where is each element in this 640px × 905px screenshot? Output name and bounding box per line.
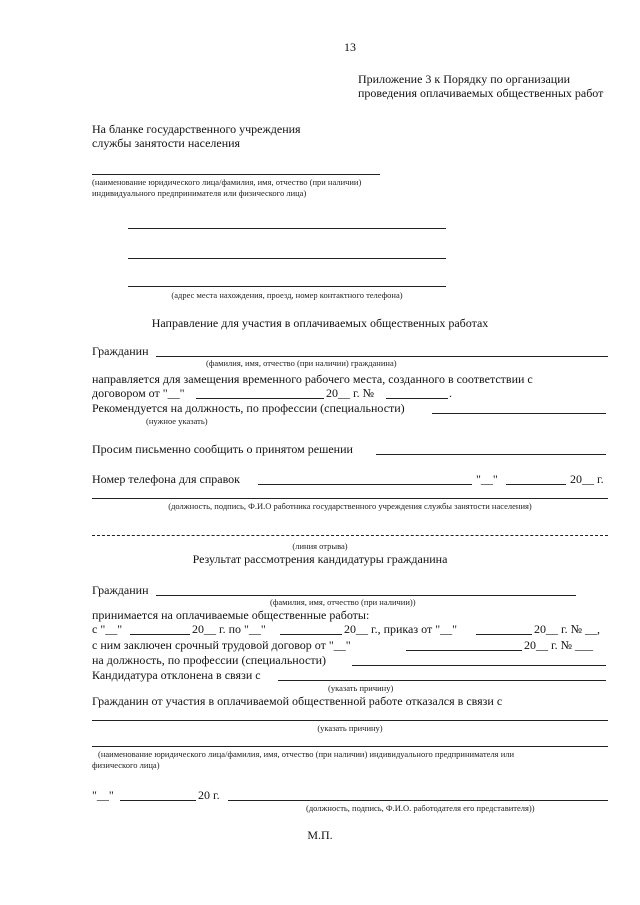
fio-hint: (фамилия, имя, отчество (при наличии)) xyxy=(270,597,416,607)
official-sign-line[interactable] xyxy=(92,498,608,499)
sign-date-year: 20 г. xyxy=(198,788,220,802)
contract-date-label: договором от "__" xyxy=(92,386,185,400)
address-line-2[interactable] xyxy=(128,258,446,259)
order-number-label: 20__ г. № __, xyxy=(534,622,601,636)
page-number: 13 xyxy=(344,40,356,54)
letterhead-line-1: На бланке государственного учреждения xyxy=(92,122,301,136)
address-hint: (адрес места нахождения, проезд, номер контактного телефона) xyxy=(171,290,403,300)
work-to-label: 20__ г. по "__" xyxy=(192,622,266,636)
employer-name-hint-2: индивидуального предпринимателя или физического лица) xyxy=(92,188,307,198)
sign-date-day: "__" xyxy=(92,788,114,802)
letterhead-line-2: службы занятости населения xyxy=(92,136,241,150)
refused-reason-line[interactable] xyxy=(92,720,608,721)
rejected-label: Кандидатура отклонена в связи с xyxy=(92,668,261,682)
phone-label: Номер телефона для справок xyxy=(92,472,241,486)
labor-contract-label: с ним заключен срочный трудовой договор от "__" xyxy=(92,638,351,652)
result-title: Результат рассмотрения кандидатуры гражданина xyxy=(192,552,448,566)
order-date-label: 20__ г., приказ от "__" xyxy=(344,622,458,636)
contract-end: . xyxy=(449,386,452,400)
labor-contract-date-line[interactable] xyxy=(406,650,522,651)
contract-date-line[interactable] xyxy=(196,398,324,399)
decision-line[interactable] xyxy=(376,454,606,455)
address-line-1[interactable] xyxy=(128,228,446,229)
citizen2-label: Гражданин xyxy=(92,583,149,597)
reason-hint-2: (указать причину) xyxy=(317,723,383,733)
recommended-label: Рекомендуется на должность, по профессии (специальности) xyxy=(92,401,405,415)
position-line[interactable] xyxy=(352,665,606,666)
please-report-label: Просим письменно сообщить о принятом решении xyxy=(92,442,353,456)
employer-full-line[interactable] xyxy=(92,746,608,747)
phone-line[interactable] xyxy=(258,484,472,485)
employer-sign-line[interactable] xyxy=(228,800,608,801)
contract-year-label: 20__ г. № xyxy=(326,386,375,400)
citizen-label: Гражданин xyxy=(92,344,149,358)
stamp-place: М.П. xyxy=(307,828,333,842)
citizen-name-hint: (фамилия, имя, отчество (при наличии) гражданина) xyxy=(206,358,397,368)
appendix-line-2: проведения оплачиваемых общественных работ xyxy=(358,86,604,100)
refused-label: Гражданин от участия в оплачиваемой общественной работе отказался в связи с xyxy=(92,694,503,708)
phone-date-month-line[interactable] xyxy=(506,484,566,485)
work-from-label: с "__" xyxy=(92,622,123,636)
work-to-month-line[interactable] xyxy=(280,634,342,635)
address-line-3[interactable] xyxy=(128,286,446,287)
employer-name-line[interactable] xyxy=(92,174,380,175)
directed-text: направляется для замещения временного рабочего места, созданного в соответствии с xyxy=(92,372,533,386)
employer-name-hint-1: (наименование юридического лица/фамилия, имя, отчество (при наличии) xyxy=(92,177,362,187)
appendix-line-1: Приложение 3 к Порядку по организации xyxy=(358,72,571,86)
work-from-month-line[interactable] xyxy=(130,634,190,635)
cut-line xyxy=(92,535,608,536)
recommended-position-line[interactable] xyxy=(432,413,606,414)
employer-sign-hint: (должность, подпись, Ф.И.О. работодателя его представителя)) xyxy=(306,803,535,813)
document-title: Направление для участия в оплачиваемых общественных работах xyxy=(151,316,489,330)
position-label: на должность, по профессии (специальности) xyxy=(92,653,326,667)
citizen-name-line[interactable] xyxy=(156,356,608,357)
official-sign-hint: (должность, подпись, Ф.И.О работника государственного учреждения службы занятости населения) xyxy=(168,501,532,511)
phone-date-year: 20__ г. xyxy=(570,472,604,486)
order-month-line[interactable] xyxy=(476,634,532,635)
employer-full-hint-2: физического лица) xyxy=(92,760,160,770)
employer-full-hint-1: (наименование юридического лица/фамилия, имя, отчество (при наличии) индивидуального предпринимателя или xyxy=(98,749,515,759)
accepted-text: принимается на оплачиваемые общественные работы: xyxy=(92,608,370,622)
rejected-reason-line[interactable] xyxy=(278,680,606,681)
phone-date-day: "__" xyxy=(476,472,498,486)
citizen2-name-line[interactable] xyxy=(156,595,576,596)
labor-contract-year: 20__ г. № ___ xyxy=(524,638,594,652)
specify-hint: (нужное указать) xyxy=(146,416,208,426)
cut-line-hint: (линия отрыва) xyxy=(292,541,348,551)
contract-number-line[interactable] xyxy=(386,398,448,399)
sign-date-month-line[interactable] xyxy=(120,800,196,801)
reason-hint-1: (указать причину) xyxy=(328,683,394,693)
